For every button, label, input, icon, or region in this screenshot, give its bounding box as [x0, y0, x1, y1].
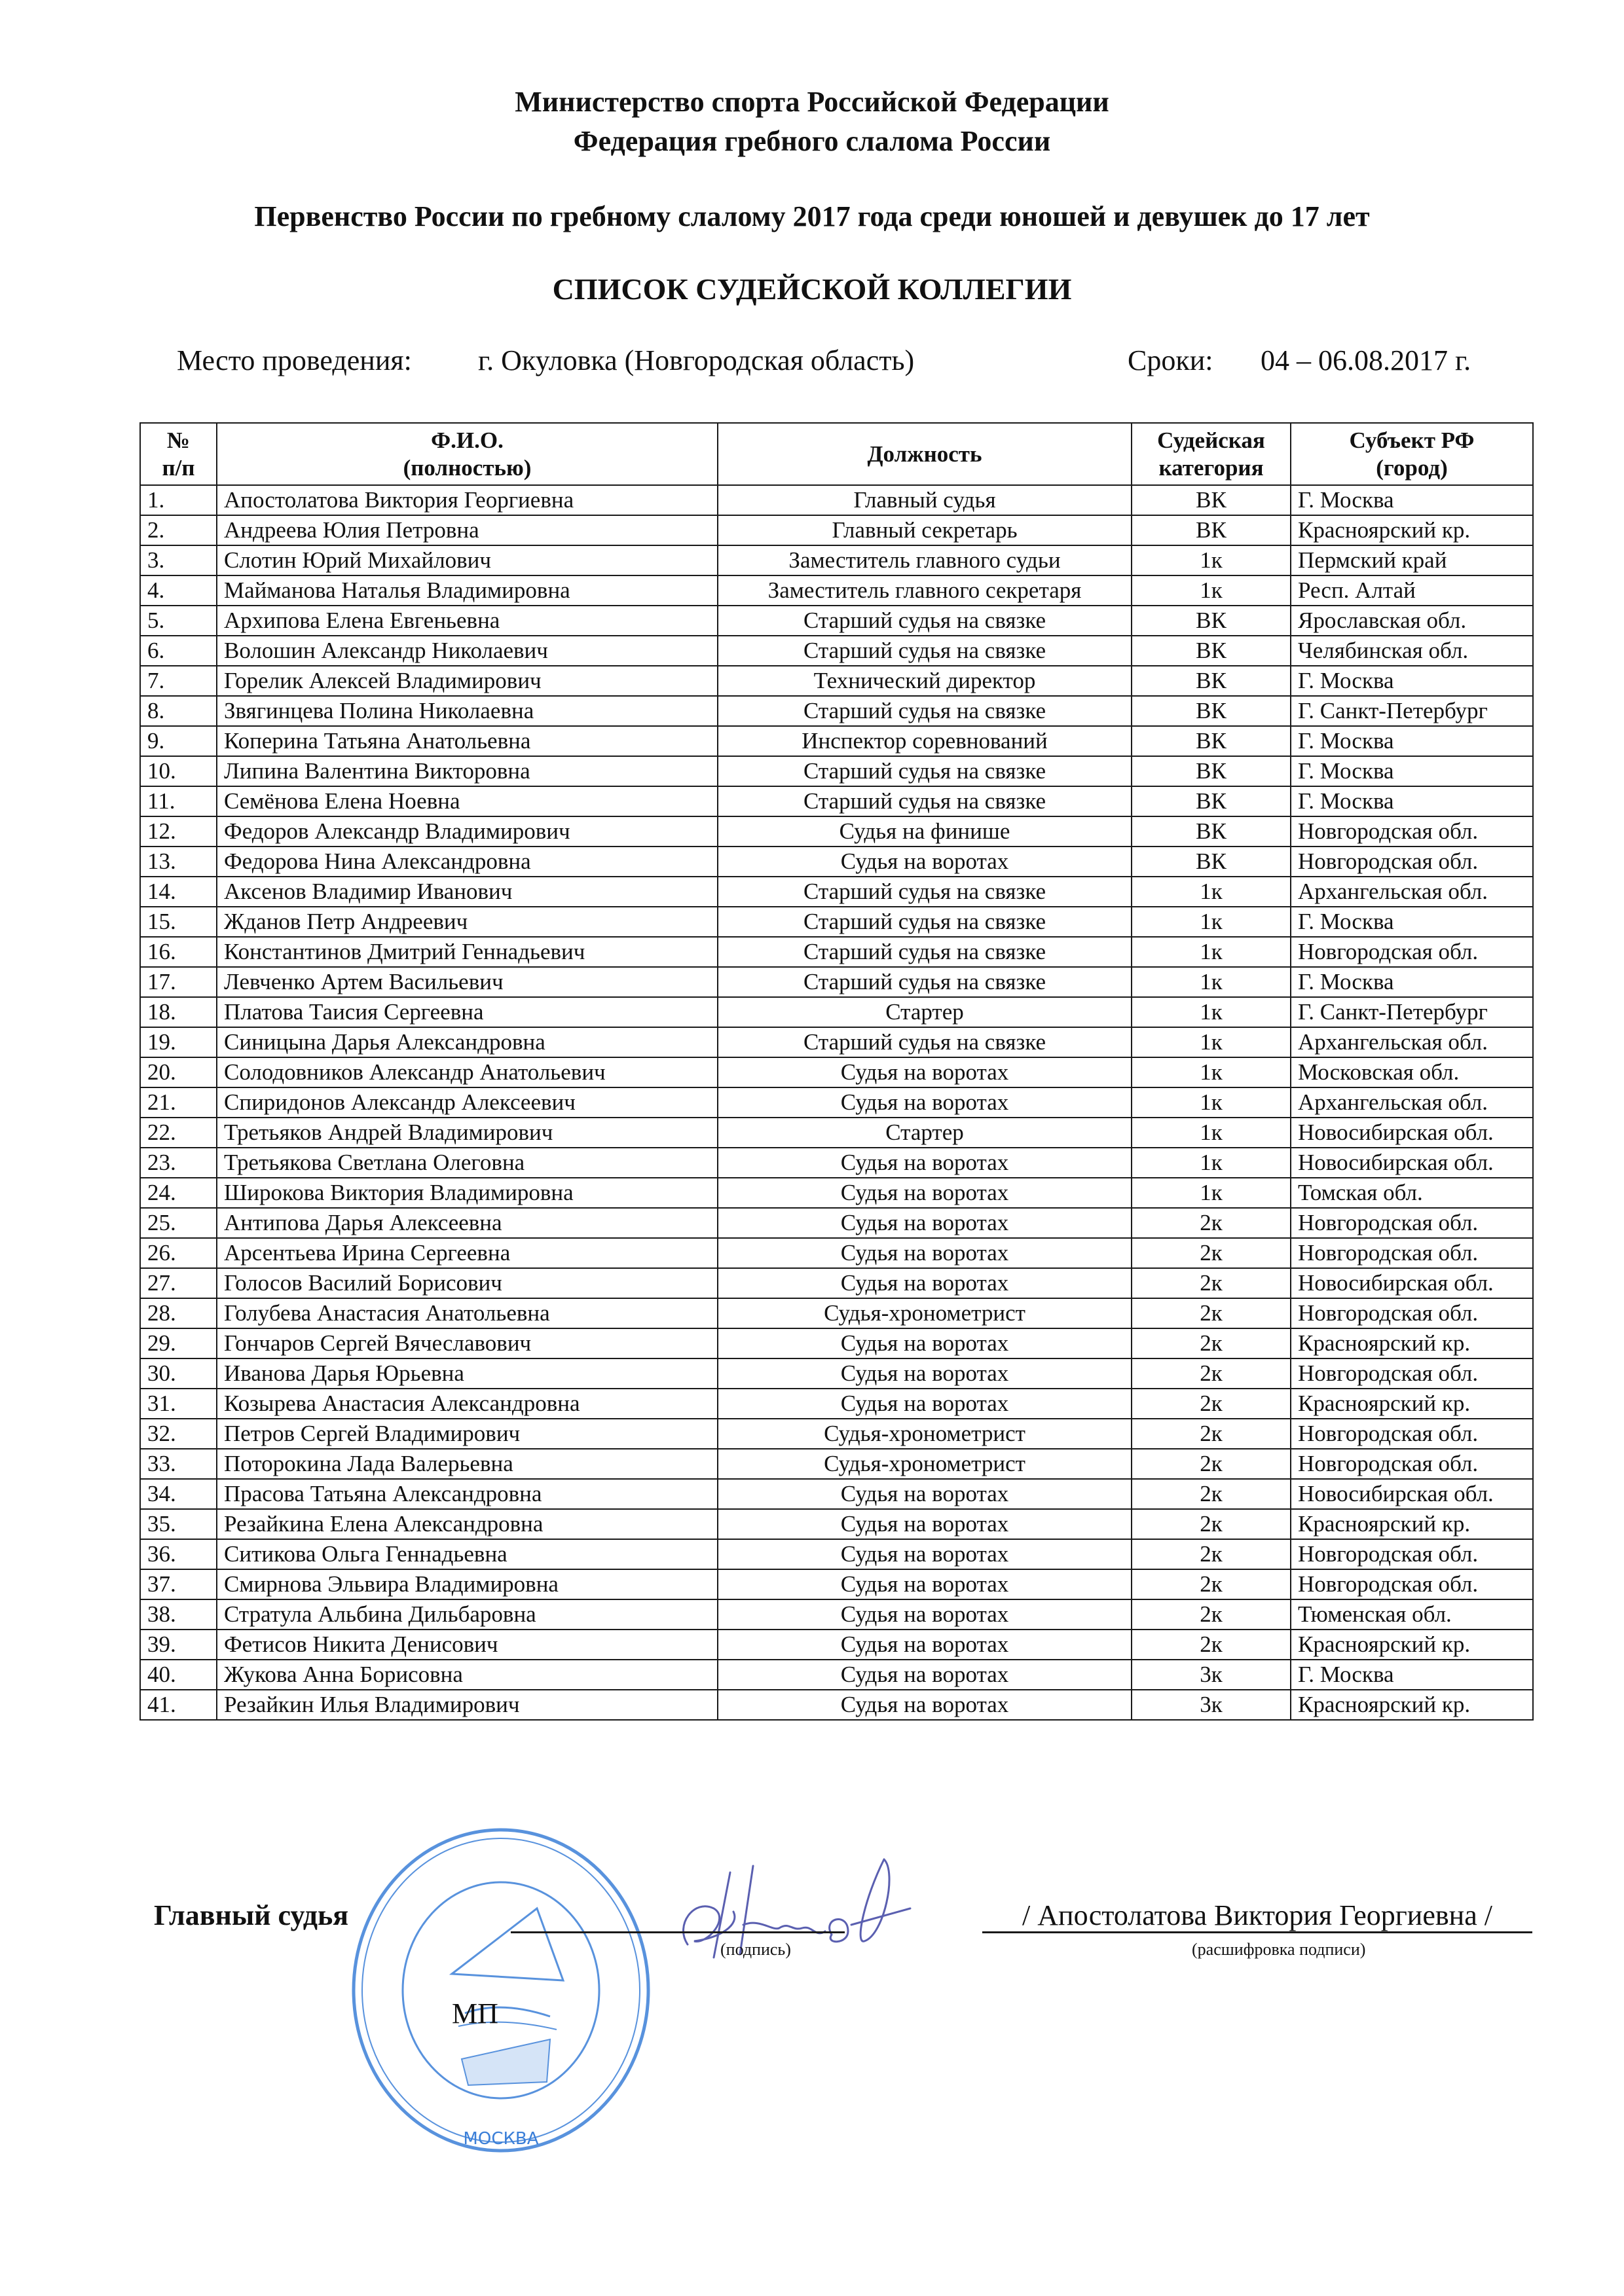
judge-region: Г. Москва — [1291, 666, 1533, 696]
row-number: 16. — [140, 937, 217, 967]
judge-position: Судья на воротах — [718, 1539, 1132, 1569]
venue-label: Место проведения: — [177, 344, 412, 376]
judge-name: Гончаров Сергей Вячеславович — [217, 1328, 718, 1358]
judge-position: Судья на воротах — [718, 1509, 1132, 1539]
judge-region: Новгородская обл. — [1291, 1419, 1533, 1449]
judge-name: Андреева Юлия Петровна — [217, 515, 718, 545]
judge-region: Московская обл. — [1291, 1057, 1533, 1087]
judge-position: Главный судья — [718, 485, 1132, 515]
judge-name: Федоров Александр Владимирович — [217, 816, 718, 847]
judge-region: Архангельская обл. — [1291, 877, 1533, 907]
row-number: 30. — [140, 1358, 217, 1389]
judge-category: 3к — [1132, 1660, 1291, 1690]
row-number: 22. — [140, 1118, 217, 1148]
judge-category: 1к — [1132, 1148, 1291, 1178]
column-header-number: № п/п — [140, 423, 217, 485]
judge-region: Респ. Алтай — [1291, 575, 1533, 606]
judge-position: Судья на воротах — [718, 1630, 1132, 1660]
table-row — [140, 666, 1533, 696]
judge-category: ВК — [1132, 696, 1291, 726]
judge-position: Старший судья на связке — [718, 756, 1132, 786]
judge-name: Липина Валентина Викторовна — [217, 756, 718, 786]
table-row — [140, 1328, 1533, 1358]
judge-category: ВК — [1132, 726, 1291, 756]
judge-category: 2к — [1132, 1328, 1291, 1358]
judge-name: Арсентьева Ирина Сергеевна — [217, 1238, 718, 1268]
row-number: 24. — [140, 1178, 217, 1208]
judge-position: Инспектор соревнований — [718, 726, 1132, 756]
judge-name: Архипова Елена Евгеньевна — [217, 606, 718, 636]
judge-name: Слотин Юрий Михайлович — [217, 545, 718, 575]
row-number: 25. — [140, 1208, 217, 1238]
judge-name: Козырева Анастасия Александровна — [217, 1389, 718, 1419]
judge-position: Старший судья на связке — [718, 1027, 1132, 1057]
table-header-row — [140, 423, 1533, 485]
judge-name: Жданов Петр Андреевич — [217, 907, 718, 937]
judge-region: Красноярский кр. — [1291, 1328, 1533, 1358]
judge-category: 2к — [1132, 1358, 1291, 1389]
judge-position: Заместитель главного судьи — [718, 545, 1132, 575]
column-header-region: Субъект РФ (город) — [1291, 423, 1533, 485]
judge-category: 2к — [1132, 1419, 1291, 1449]
judge-category: ВК — [1132, 485, 1291, 515]
judge-name: Федорова Нина Александровна — [217, 847, 718, 877]
judge-region: Красноярский кр. — [1291, 1389, 1533, 1419]
row-number: 26. — [140, 1238, 217, 1268]
judge-name: Петров Сергей Владимирович — [217, 1419, 718, 1449]
judge-category: 1к — [1132, 1087, 1291, 1118]
row-number: 28. — [140, 1298, 217, 1328]
judge-name: Спиридонов Александр Алексеевич — [217, 1087, 718, 1118]
judge-name: Жукова Анна Борисовна — [217, 1660, 718, 1690]
judges-table — [139, 422, 1534, 1721]
row-number: 2. — [140, 515, 217, 545]
judge-category: ВК — [1132, 666, 1291, 696]
judge-position: Старший судья на связке — [718, 606, 1132, 636]
judge-region: Г. Санкт-Петербург — [1291, 997, 1533, 1027]
judge-name: Горелик Алексей Владимирович — [217, 666, 718, 696]
table-row — [140, 515, 1533, 545]
table-row — [140, 1660, 1533, 1690]
judge-position: Судья на воротах — [718, 1268, 1132, 1298]
row-number: 37. — [140, 1569, 217, 1599]
table-row — [140, 636, 1533, 666]
judge-position: Судья на воротах — [718, 1660, 1132, 1690]
judge-region: Г. Москва — [1291, 786, 1533, 816]
row-number: 33. — [140, 1449, 217, 1479]
row-number: 4. — [140, 575, 217, 606]
judge-position: Судья-хронометрист — [718, 1449, 1132, 1479]
table-row — [140, 696, 1533, 726]
judge-name: Прасова Татьяна Александровна — [217, 1479, 718, 1509]
table-row — [140, 1208, 1533, 1238]
table-row — [140, 1419, 1533, 1449]
table-row — [140, 1599, 1533, 1630]
judge-position: Судья на воротах — [718, 1479, 1132, 1509]
judge-category: 2к — [1132, 1238, 1291, 1268]
judge-category: ВК — [1132, 816, 1291, 847]
ministry-title: Министерство спорта Российской Федерации — [515, 86, 1109, 118]
signature-caption: (подпись) — [720, 1940, 791, 1959]
judge-region: Новгородская обл. — [1291, 1449, 1533, 1479]
row-number: 40. — [140, 1660, 217, 1690]
judge-name: Волошин Александр Николаевич — [217, 636, 718, 666]
judge-name: Антипова Дарья Алексеевна — [217, 1208, 718, 1238]
row-number: 1. — [140, 485, 217, 515]
row-number: 41. — [140, 1690, 217, 1720]
judge-position: Стартер — [718, 997, 1132, 1027]
judge-name: Фетисов Никита Денисович — [217, 1630, 718, 1660]
judge-category: 2к — [1132, 1599, 1291, 1630]
judge-name: Иванова Дарья Юрьевна — [217, 1358, 718, 1389]
judge-position: Старший судья на связке — [718, 636, 1132, 666]
row-number: 34. — [140, 1479, 217, 1509]
judge-position: Судья на воротах — [718, 1599, 1132, 1630]
judge-category: 1к — [1132, 967, 1291, 997]
judge-position: Судья на воротах — [718, 1328, 1132, 1358]
table-row — [140, 907, 1533, 937]
judge-category: 2к — [1132, 1268, 1291, 1298]
judge-position: Судья на воротах — [718, 1238, 1132, 1268]
table-row — [140, 1268, 1533, 1298]
table-row — [140, 1449, 1533, 1479]
judge-position: Старший судья на связке — [718, 877, 1132, 907]
judge-position: Судья на воротах — [718, 1569, 1132, 1599]
judge-region: Новгородская обл. — [1291, 1569, 1533, 1599]
judge-name: Левченко Артем Васильевич — [217, 967, 718, 997]
judge-category: ВК — [1132, 636, 1291, 666]
judges-table-body — [140, 485, 1533, 1720]
judge-category: 1к — [1132, 937, 1291, 967]
judge-name: Стратула Альбина Дильбаровна — [217, 1599, 718, 1630]
row-number: 32. — [140, 1419, 217, 1449]
table-row — [140, 967, 1533, 997]
table-row — [140, 847, 1533, 877]
judge-region: Томская обл. — [1291, 1178, 1533, 1208]
judge-region: Г. Москва — [1291, 907, 1533, 937]
judge-region: Ярославская обл. — [1291, 606, 1533, 636]
row-number: 7. — [140, 666, 217, 696]
judge-region: Новосибирская обл. — [1291, 1118, 1533, 1148]
row-number: 5. — [140, 606, 217, 636]
row-number: 20. — [140, 1057, 217, 1087]
judge-category: ВК — [1132, 515, 1291, 545]
table-row — [140, 1358, 1533, 1389]
judge-position: Судья на воротах — [718, 1690, 1132, 1720]
venue-value: г. Окуловка (Новгородская область) — [478, 344, 915, 376]
table-row — [140, 1569, 1533, 1599]
judge-region: Г. Москва — [1291, 485, 1533, 515]
judge-region: Новгородская обл. — [1291, 1208, 1533, 1238]
federation-seal-icon — [347, 1823, 655, 2157]
judge-position: Судья на финише — [718, 816, 1132, 847]
judge-category: 2к — [1132, 1389, 1291, 1419]
judge-region: Новгородская обл. — [1291, 1539, 1533, 1569]
row-number: 8. — [140, 696, 217, 726]
table-row — [140, 1087, 1533, 1118]
judge-region: Новгородская обл. — [1291, 937, 1533, 967]
judge-position: Судья на воротах — [718, 1087, 1132, 1118]
judge-region: Г. Санкт-Петербург — [1291, 696, 1533, 726]
row-number: 15. — [140, 907, 217, 937]
signature-icon — [668, 1846, 1008, 1977]
dates-value: 04 – 06.08.2017 г. — [1261, 344, 1471, 376]
table-row — [140, 485, 1533, 515]
judge-region: Новгородская обл. — [1291, 1358, 1533, 1389]
row-number: 3. — [140, 545, 217, 575]
judge-region: Новгородская обл. — [1291, 1238, 1533, 1268]
judge-position: Старший судья на связке — [718, 967, 1132, 997]
judge-region: Г. Москва — [1291, 726, 1533, 756]
signature-line — [511, 1931, 845, 1933]
judge-category: ВК — [1132, 847, 1291, 877]
judge-region: Красноярский кр. — [1291, 1630, 1533, 1660]
name-caption: (расшифровка подписи) — [1192, 1940, 1366, 1959]
table-row — [140, 1238, 1533, 1268]
judge-region: Новгородская обл. — [1291, 1298, 1533, 1328]
column-header-category: Судейская категория — [1132, 423, 1291, 485]
row-number: 13. — [140, 847, 217, 877]
judge-name: Резайкин Илья Владимирович — [217, 1690, 718, 1720]
judge-category: 2к — [1132, 1509, 1291, 1539]
judge-name: Третьякова Светлана Олеговна — [217, 1148, 718, 1178]
table-row — [140, 937, 1533, 967]
judge-name: Голосов Василий Борисович — [217, 1268, 718, 1298]
table-row — [140, 1298, 1533, 1328]
row-number: 18. — [140, 997, 217, 1027]
judge-position: Судья на воротах — [718, 1389, 1132, 1419]
table-row — [140, 1389, 1533, 1419]
row-number: 9. — [140, 726, 217, 756]
federation-title: Федерация гребного слалома России — [573, 125, 1051, 157]
row-number: 14. — [140, 877, 217, 907]
table-row — [140, 1057, 1533, 1087]
table-row — [140, 1509, 1533, 1539]
judge-category: 1к — [1132, 907, 1291, 937]
judge-name: Апостолатова Виктория Георгиевна — [217, 485, 718, 515]
judge-category: 1к — [1132, 545, 1291, 575]
row-number: 39. — [140, 1630, 217, 1660]
judge-position: Заместитель главного секретаря — [718, 575, 1132, 606]
judge-position: Старший судья на связке — [718, 907, 1132, 937]
judge-region: Новгородская обл. — [1291, 847, 1533, 877]
judge-position: Старший судья на связке — [718, 696, 1132, 726]
judge-position: Судья на воротах — [718, 1358, 1132, 1389]
judge-category: ВК — [1132, 756, 1291, 786]
row-number: 12. — [140, 816, 217, 847]
judge-category: 2к — [1132, 1479, 1291, 1509]
table-row — [140, 545, 1533, 575]
row-number: 19. — [140, 1027, 217, 1057]
judge-name: Ситикова Ольга Геннадьевна — [217, 1539, 718, 1569]
judge-region: Новгородская обл. — [1291, 816, 1533, 847]
table-row — [140, 575, 1533, 606]
judge-name: Третьяков Андрей Владимирович — [217, 1118, 718, 1148]
judge-name: Синицына Дарья Александровна — [217, 1027, 718, 1057]
judge-region: Тюменская обл. — [1291, 1599, 1533, 1630]
row-number: 27. — [140, 1268, 217, 1298]
judge-region: Новосибирская обл. — [1291, 1479, 1533, 1509]
judge-position: Технический директор — [718, 666, 1132, 696]
judge-region: Г. Москва — [1291, 967, 1533, 997]
judge-category: 1к — [1132, 1118, 1291, 1148]
row-number: 29. — [140, 1328, 217, 1358]
judge-region: Пермский край — [1291, 545, 1533, 575]
table-row — [140, 1479, 1533, 1509]
judge-category: 1к — [1132, 1178, 1291, 1208]
judge-category: 1к — [1132, 575, 1291, 606]
judge-name: Платова Таисия Сергеевна — [217, 997, 718, 1027]
judge-category: 1к — [1132, 997, 1291, 1027]
judge-name: Солодовников Александр Анатольевич — [217, 1057, 718, 1087]
judge-region: Архангельская обл. — [1291, 1087, 1533, 1118]
judge-category: 1к — [1132, 877, 1291, 907]
row-number: 38. — [140, 1599, 217, 1630]
stamp-city: МОСКВА — [463, 2129, 539, 2149]
row-number: 10. — [140, 756, 217, 786]
judge-position: Судья на воротах — [718, 847, 1132, 877]
judge-position: Судья на воротах — [718, 1208, 1132, 1238]
judge-category: ВК — [1132, 606, 1291, 636]
judge-name: Голубева Анастасия Анатольевна — [217, 1298, 718, 1328]
judge-region: Красноярский кр. — [1291, 515, 1533, 545]
judge-category: 2к — [1132, 1208, 1291, 1238]
judge-position: Старший судья на связке — [718, 786, 1132, 816]
judge-region: Г. Москва — [1291, 756, 1533, 786]
table-row — [140, 1027, 1533, 1057]
judge-name: Звягинцева Полина Николаевна — [217, 696, 718, 726]
judge-region: Новосибирская обл. — [1291, 1268, 1533, 1298]
table-row — [140, 816, 1533, 847]
table-row — [140, 1690, 1533, 1720]
table-row — [140, 1539, 1533, 1569]
judge-region: Красноярский кр. — [1291, 1509, 1533, 1539]
judge-category: 2к — [1132, 1449, 1291, 1479]
row-number: 31. — [140, 1389, 217, 1419]
dates-label: Сроки: — [1128, 344, 1213, 376]
column-header-name: Ф.И.О. (полностью) — [217, 423, 718, 485]
judge-category: 1к — [1132, 1057, 1291, 1087]
judge-region: Г. Москва — [1291, 1660, 1533, 1690]
row-number: 35. — [140, 1509, 217, 1539]
judge-position: Судья на воротах — [718, 1057, 1132, 1087]
judge-region: Красноярский кр. — [1291, 1690, 1533, 1720]
judge-category: ВК — [1132, 786, 1291, 816]
table-row — [140, 997, 1533, 1027]
judge-name: Широкова Виктория Владимировна — [217, 1178, 718, 1208]
judge-category: 2к — [1132, 1569, 1291, 1599]
judge-region: Новосибирская обл. — [1291, 1148, 1533, 1178]
document-title: СПИСОК СУДЕЙСКОЙ КОЛЛЕГИИ — [552, 272, 1072, 306]
table-row — [140, 1630, 1533, 1660]
column-header-position: Должность — [718, 423, 1132, 485]
judge-name: Майманова Наталья Владимировна — [217, 575, 718, 606]
table-row — [140, 756, 1533, 786]
judge-name: Смирнова Эльвира Владимировна — [217, 1569, 718, 1599]
judge-name: Поторокина Лада Валерьевна — [217, 1449, 718, 1479]
judge-category: 3к — [1132, 1690, 1291, 1720]
judge-category: 2к — [1132, 1298, 1291, 1328]
judge-position: Главный секретарь — [718, 515, 1132, 545]
table-row — [140, 606, 1533, 636]
judge-name: Коперина Татьяна Анатольевна — [217, 726, 718, 756]
row-number: 17. — [140, 967, 217, 997]
judge-position: Стартер — [718, 1118, 1132, 1148]
judge-category: 2к — [1132, 1630, 1291, 1660]
judge-position: Судья-хронометрист — [718, 1419, 1132, 1449]
row-number: 23. — [140, 1148, 217, 1178]
judge-name: Аксенов Владимир Иванович — [217, 877, 718, 907]
table-row — [140, 1148, 1533, 1178]
judge-name: Константинов Дмитрий Геннадьевич — [217, 937, 718, 967]
row-number: 6. — [140, 636, 217, 666]
chief-judge-label: Главный судья — [154, 1899, 349, 1931]
signer-name: / Апостолатова Виктория Георгиевна / — [1022, 1899, 1492, 1931]
judge-position: Старший судья на связке — [718, 937, 1132, 967]
judge-region: Архангельская обл. — [1291, 1027, 1533, 1057]
table-row — [140, 877, 1533, 907]
judge-name: Резайкина Елена Александровна — [217, 1509, 718, 1539]
table-row — [140, 726, 1533, 756]
row-number: 36. — [140, 1539, 217, 1569]
judge-category: 1к — [1132, 1027, 1291, 1057]
judge-region: Челябинская обл. — [1291, 636, 1533, 666]
table-row — [140, 1178, 1533, 1208]
judge-position: Судья-хронометрист — [718, 1298, 1132, 1328]
seal-place-mark: МП — [452, 1997, 498, 2030]
row-number: 21. — [140, 1087, 217, 1118]
row-number: 11. — [140, 786, 217, 816]
judge-name: Семёнова Елена Ноевна — [217, 786, 718, 816]
judge-position: Судья на воротах — [718, 1178, 1132, 1208]
judge-category: 2к — [1132, 1539, 1291, 1569]
championship-title: Первенство России по гребному слалому 2017 года среди юношей и девушек до 17 лет — [254, 200, 1370, 232]
judge-position: Судья на воротах — [718, 1148, 1132, 1178]
table-row — [140, 1118, 1533, 1148]
table-row — [140, 786, 1533, 816]
